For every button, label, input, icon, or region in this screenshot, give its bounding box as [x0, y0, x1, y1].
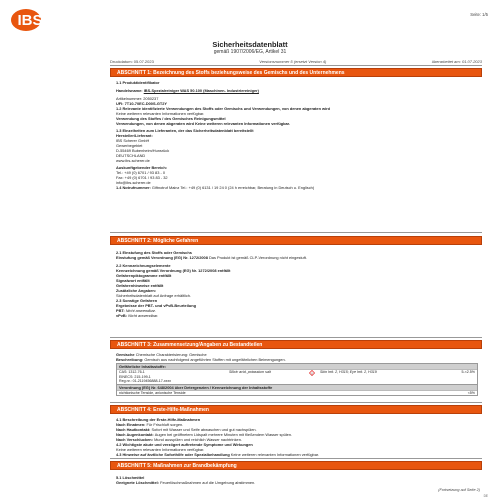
document-title: Sicherheitsdatenblatt — [212, 40, 288, 49]
section-3-divider — [110, 337, 482, 338]
header-divider — [110, 65, 482, 66]
s2-hazard-statements: Gefahrenhinweise entfällt — [116, 283, 164, 288]
s1-heading-supplier: 1.3 Einzelheiten zum Lieferanten, der das Sicherheitsdatenblatt bereitstellt — [116, 128, 254, 133]
s4-medical-label: 4.3 Hinweise auf ärztliche Soforthilfe oder Spezialbehandlung — [116, 452, 231, 457]
s2-vpvb-label: vPvB: — [116, 313, 129, 318]
section-2-header: ABSCHNITT 2: Mögliche Gefahren — [110, 236, 482, 245]
ibs-logo-text: IBS — [17, 12, 43, 29]
s1-article-number: Artikelnummer: 2050237 — [116, 96, 159, 101]
section-1-header: ABSCHNITT 1: Bezeichnung des Stoffs beziehungsweise des Gemischs und des Unternehmens — [110, 68, 482, 77]
document-subtitle: gemäß 1907/2006/EG, Artikel 31 — [213, 49, 287, 55]
section-5-content — [116, 475, 255, 485]
s4-eye-value: Augen bei geöffnetem Lidspalt mehrere Minuten mit fließendem Wasser spülen. — [154, 432, 293, 437]
s1-heading-uses: 1.2 Relevante identifizierte Verwendungen des Stoffs oder Gemischs und Verwendungen, von denen abgeraten wird — [116, 106, 331, 111]
exclamation-pictogram-icon — [304, 370, 320, 384]
s2-labelling: Kennzeichnung gemäß Verordnung (EG) Nr. 1272/2008 entfällt — [116, 268, 231, 273]
s2-pbt-vpvb-heading: Ergebnisse der PBT- und vPvB-Beurteilung — [116, 303, 196, 308]
s1-company-website: www.ibs-scherer.de — [116, 158, 150, 163]
s5-suitable-media-value: Feuerlöschmaßnahmen auf die Umgebung abstimmen. — [160, 480, 256, 485]
hazardous-ingredients-header: Gefährliche Inhaltsstoffe: — [117, 364, 477, 369]
s1-company-city: D-55469 Bubenheim/Hunsrück — [116, 148, 170, 153]
section-5-header: ABSCHNITT 5: Maßnahmen zur Brandbekämpfung — [110, 461, 482, 470]
s1-trade-name-label: Handelsname: — [116, 88, 144, 93]
print-date: Druckdatum: 05.07.2023 — [110, 59, 154, 64]
table-row — [117, 390, 477, 396]
version-number: Versionsnummer 5 (ersetzt Version 4) — [259, 59, 327, 64]
s2-heading-other-hazards: 2.3 Sonstige Gefahren — [116, 298, 158, 303]
ingredient-cas: CAS: 1312-76-1 — [119, 370, 145, 374]
s1-company-area: Gewerbegebiet — [116, 143, 143, 148]
surfactant-types: nichtionische Tenside, anionische Tenside — [119, 390, 186, 395]
page-number: Seite: 1/5 — [470, 12, 488, 17]
continued-note: (Fortsetzung auf Seite 2) — [438, 488, 480, 492]
s3-description-value: Gemisch aus nachfolgend angeführten Stoffen mit ungefährlichen Beimengungen. — [144, 357, 286, 362]
s4-inhalation-value: Für Frischluft sorgen. — [146, 422, 184, 427]
s4-ingestion-value: Mund ausspülen und reichlich Wasser nachtrinken. — [154, 437, 242, 442]
section-1-content — [116, 80, 330, 190]
ingredient-hazard-class: Skin Irrit. 2, H315; Eye Irrit. 2, H319 — [320, 370, 377, 374]
s1-company-country: DEUTSCHLAND — [116, 153, 146, 158]
document-meta-row — [110, 59, 482, 64]
section-3-header: ABSCHNITT 3: Zusammensetzung/Angaben zu Bestandteilen — [110, 340, 482, 349]
s1-uses-advised-against: Verwendungen, von denen abgeraten wird Keine weiteren relevanten Informationen verfügbar. — [116, 121, 291, 126]
s3-mixtures-value: Chemische Charakterisierung: Gemische — [135, 352, 207, 357]
s1-info-department-label: Auskunftgebender Bereich: — [116, 165, 168, 170]
s4-skin-label: Nach Hautkontakt: — [116, 427, 152, 432]
section-2-divider — [110, 232, 482, 233]
s5-suitable-media-label: Geeignete Löschmittel: — [116, 480, 161, 485]
s2-signal-word: Signalwort entfällt — [116, 278, 150, 283]
s2-pictograms: Gefahrenpiktogramme entfällt — [116, 273, 172, 278]
s2-pbt-value: Nicht anwendbar. — [125, 308, 156, 313]
s1-manufacturer-label: Hersteller/Lieferant: — [116, 133, 153, 138]
s1-company-name: IBS Scherer GmbH — [116, 138, 150, 143]
section-3-intro — [116, 352, 286, 362]
table-row — [117, 369, 477, 384]
section-4-content — [116, 417, 319, 457]
ingredient-reg-number: Reg.nr.: 01-2119456888-17-xxxx — [119, 379, 172, 384]
section-4-header: ABSCHNITT 4: Erste-Hilfe-Maßnahmen — [110, 405, 482, 414]
s2-pbt-label: PBT: — [116, 308, 126, 313]
s5-heading-extinguishing: 5.1 Löschmittel — [116, 475, 145, 480]
s1-ufi: UFI: 7T10-70EC-D00S-GT2Y — [116, 101, 168, 106]
ingredient-identifiers — [117, 370, 229, 384]
s4-ingestion-label: Nach Verschlucken: — [116, 437, 155, 442]
s1-emergency-value: Giftnotruf Mainz Tel.: +49 (0) 6131 / 19 24 0 (24 h erreichbar, Beratung in Deutsch u. Englisch) — [151, 185, 315, 190]
surfactant-concentration: <5% — [467, 390, 475, 395]
document-title-block — [0, 41, 500, 55]
s2-additional-info-label: Zusätzliche Angaben: — [116, 288, 157, 293]
s1-phone: Tel.: +49 (0) 6701 / 93 83 - 0 — [116, 170, 165, 175]
ingredient-concentration: 5-<2.5% — [461, 370, 475, 374]
s2-classification-label: Einstufung gemäß Verordnung (EG) Nr. 1272/2008 — [116, 255, 209, 260]
ingredient-name: Silicic acid, potassium salt — [229, 370, 271, 374]
svg-text:!: ! — [311, 371, 313, 376]
s4-eye-label: Nach Augenkontakt: — [116, 432, 155, 437]
s1-trade-name-value: IBS-Spezialreiniger WAS 50.100 (Maschinen- Industriereiniger) — [143, 88, 259, 93]
s2-heading-label-elements: 2.2 Kennzeichnungselemente — [116, 263, 171, 268]
s2-vpvb-value: Nicht anwendbar. — [128, 313, 159, 318]
revision-date: überarbeitet am: 01.07.2023 — [431, 59, 482, 64]
ibs-logo — [10, 7, 50, 33]
s3-mixtures-label: Gemische — [116, 352, 136, 357]
detergent-regulation-header: Verordnung (EG) Nr. 648/2004 über Detergenzien / Kennzeichnung der Inhaltsstoffe — [117, 384, 477, 390]
s1-email: info@ibs-scherer.de — [116, 180, 151, 185]
s1-use-of-substance: Verwendung des Stoffes / des Gemisches Reinigungsmittel — [116, 116, 226, 121]
ingredient-einecs: EINECS: 215-199-1 — [119, 374, 151, 379]
s1-uses-note: Keine weiteren relevanten Informationen verfügbar. — [116, 111, 205, 116]
hazardous-ingredients-table — [116, 363, 478, 396]
s4-skin-value: Sofort mit Wasser und Seife abwaschen und gut nachspülen. — [151, 427, 257, 432]
s2-additional-info: Sicherheitsdatenblatt auf Anfrage erhältlich. — [116, 293, 192, 298]
s2-classification-value: Das Produkt ist gemäß CLP-Verordnung nicht eingestuft. — [208, 255, 307, 260]
s1-emergency-label: 1.4 Notrufnummer: — [116, 185, 152, 190]
s1-heading-product-identifier: 1.1 Produktidentifikator — [116, 80, 160, 85]
section-4-divider — [110, 402, 482, 403]
s4-heading-first-aid: 4.1 Beschreibung der Erste-Hilfe-Maßnahmen — [116, 417, 201, 422]
s1-fax: Fax: +49 (0) 6701 / 93 83 - 32 — [116, 175, 168, 180]
s3-description-label: Beschreibung: — [116, 357, 145, 362]
s2-heading-classification: 2.1 Einstufung des Stoffs oder Gemischs — [116, 250, 192, 255]
s4-inhalation-label: Nach Einatmen: — [116, 422, 147, 427]
language-code: DE — [483, 494, 488, 498]
s4-medical-value: Keine weiteren relevanten Informationen verfügbar. — [230, 452, 320, 457]
s4-heading-symptoms: 4.2 Wichtigste akute und verzögert auftretende Symptome und Wirkungen — [116, 442, 253, 447]
s4-symptoms-note: Keine weiteren relevanten Informationen verfügbar. — [116, 447, 205, 452]
section-2-content — [116, 250, 307, 318]
section-5-divider — [110, 458, 482, 459]
